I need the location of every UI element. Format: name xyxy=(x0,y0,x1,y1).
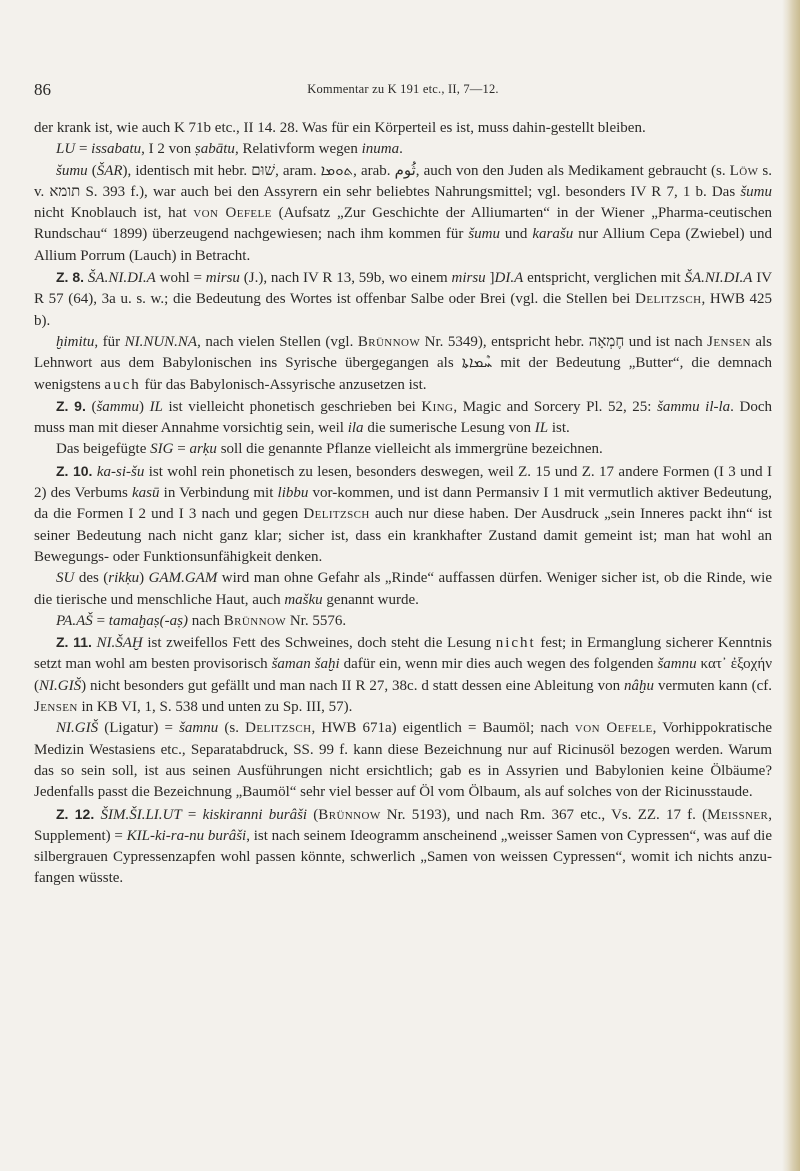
text-run: ila xyxy=(347,420,364,437)
text-run: soll die genannte Pflanze vielleicht als immergrüne bezeichnen. xyxy=(216,441,603,458)
text-run: Delitzsch xyxy=(635,291,702,308)
text-run: nur Allium Cepa (Zwiebel) und Allium Porrum (Lauch) in Betracht. xyxy=(34,226,773,264)
line-reference: Z. 10. xyxy=(56,462,93,479)
text-run: mirsu xyxy=(205,270,240,287)
text-run: ḫimitu xyxy=(56,333,95,350)
text-run: und xyxy=(500,226,533,243)
page-header xyxy=(34,80,772,100)
text-run: Löw xyxy=(729,162,759,179)
text-run: rikḳu xyxy=(108,570,140,587)
text-run: . xyxy=(399,141,403,158)
text-run: die sumerische Lesung von xyxy=(363,420,535,437)
text-run: IV R 57 (64), 3a u. s. w.; die Bedeutung des Wortes ist offenbar Salbe oder Brei (vgl. die Stellen bei xyxy=(34,270,773,308)
text-run: wird man ohne Gefahr als „Rinde“ auffassen dürfen. Weniger sicher ist, ob die Rinde, wie die tierische und menschliche Haut, auch xyxy=(34,570,772,608)
text-run: ), identisch mit hebr. שׁוּם, aram. ܬܘܡܐ, arab. ثُوم, auch von den Juden als Medikament gebraucht (s. xyxy=(122,162,730,179)
text-run: , I 2 von xyxy=(141,141,195,158)
text-run: Delitzsch xyxy=(303,506,370,523)
text-run: ( xyxy=(87,162,97,179)
text-run: (Aufsatz „Zur Geschichte der Alliumarten“ in der Wiener „Pharma-ceutischen Rundschau“ 1899) überzeugend nachgewiesen; nach ihm kommen für xyxy=(34,205,772,243)
text-run: , Magic and Sorcery Pl. 52, 25: xyxy=(453,398,658,415)
text-run: (s. xyxy=(218,720,246,737)
paragraph xyxy=(34,611,772,632)
body-text xyxy=(34,118,772,890)
text-run: ŠAR xyxy=(96,162,123,179)
text-run: als Lehnwort aus dem Babylonischen ins Syrische übergegangen als ܚܶܡܐܬܐ mit der Bedeutung „Butter“, die demnach wenigstens xyxy=(34,333,772,393)
text-run: PA.AŠ xyxy=(56,612,93,629)
text-run: NI.GIŠ xyxy=(39,677,82,694)
text-run: Jensen xyxy=(34,699,78,716)
text-run: nicht xyxy=(495,635,536,652)
text-run: ŠIM.ŠI.LI.UT xyxy=(100,806,182,823)
text-run: (Ligatur) = xyxy=(98,720,180,737)
text-run: DI.A xyxy=(494,270,524,287)
text-run: dafür ein, wenn mir dies auch wegen des folgenden xyxy=(339,656,658,673)
text-run: , für xyxy=(94,333,125,350)
text-run: Das beigefügte xyxy=(56,441,151,458)
text-run: , Vorhippokratische Medizin Westasiens etc., Separatabdruck, SS. 99 f. kann diese Bezeichnung nur auf Ricinusöl bezogen werden. Warum das so sein soll, ist aus seinen Ausführungen nicht ersichtlich; gab es in Assyrien und Babylonien keine Ölbäume? Jedenfalls passt die Bezeichnung „Baumöl“ sehr viel besser auf Öl vom Ölbaum, als auf solches von der Ricinusstaude. xyxy=(34,720,772,801)
text-run: ( xyxy=(307,806,319,823)
text-run: NI.GIŠ xyxy=(56,720,99,737)
text-run: kiskiranni burâši xyxy=(202,806,308,823)
page-number: 86 xyxy=(34,80,51,99)
text-run: NI.ŠAḪ xyxy=(96,635,143,652)
paragraph xyxy=(34,139,772,160)
paragraph xyxy=(34,804,772,890)
text-run: IL xyxy=(534,420,549,437)
text-run: Brünnow xyxy=(223,612,287,629)
text-run: ist wohl rein phonetisch zu lesen, besonders deswegen, weil Z. 15 und Z. 17 andere Formen (I 3 und I 2) des Verbums xyxy=(34,463,772,502)
text-run: ŠA.NI.DI.A xyxy=(684,270,753,287)
text-run: IL xyxy=(149,398,163,415)
text-run: von Oefele xyxy=(193,205,272,222)
page-edge-shading xyxy=(782,0,800,1171)
text-run: . Doch muss man mit dieser Annahme vorsichtig sein, weil xyxy=(34,398,773,437)
text-run: karašu xyxy=(532,226,574,243)
paragraph xyxy=(34,439,772,460)
paragraph xyxy=(34,632,772,718)
text-run: fest; in Ermanglung sicherer Kenntnis setzt man wohl am besten provisorisch xyxy=(34,635,772,673)
text-run: Brünnow xyxy=(318,806,381,823)
text-run: auch nur diese haben. Der Ausdruck „sein Inneres packt ihn“ ist seiner Bedeutung nach nicht ganz klar; sicher ist, dass ein krankhafter Zustand damit gemeint ist; man hat wohl an Bewegungs- oder Funktionsunfähigkeit denken. xyxy=(34,506,772,565)
paragraph xyxy=(34,718,772,803)
text-run: Nr. 5193), und nach Rm. 367 etc., Vs. ZZ. 17 f. ( xyxy=(380,806,708,823)
paragraph xyxy=(34,267,772,332)
text-run: libbu xyxy=(277,485,309,502)
text-run: šammu il-la xyxy=(657,398,731,415)
text-run: šaman šaḫi xyxy=(271,656,340,673)
text-run: , nach vielen Stellen (vgl. xyxy=(197,333,358,350)
line-reference: Z. 8. xyxy=(56,269,85,286)
text-run: , ist nach seinem Ideogramm anscheinend „weisser Samen von Cypressen“, was auf die silbergrauen Cypressenzapfen wohl passen könnte, schwerlich „Samen von weissen Cypressen“, womit ich nichts anzu-fangen wüsste. xyxy=(34,827,772,887)
book-page xyxy=(34,0,772,1171)
text-run: , HWB 425 b). xyxy=(34,291,772,329)
text-run: ist vielleicht phonetisch geschrieben bei xyxy=(162,398,422,415)
text-run: der krank ist, wie auch K 71b etc., II 14. 28. Was für ein Körperteil es ist, muss dahin-gestellt bleiben. xyxy=(34,120,646,136)
text-run: SU xyxy=(56,570,75,587)
text-run: Meissner xyxy=(707,806,769,823)
text-run: ) xyxy=(138,398,150,415)
text-run: Brünnow xyxy=(357,333,421,350)
text-run: GAM.GAM xyxy=(148,570,218,587)
text-run: , HWB 671a) eigentlich = Baumöl; nach xyxy=(311,720,575,737)
text-run: ŠA.NI.DI.A xyxy=(87,270,156,287)
paragraph xyxy=(34,332,772,396)
text-run: vor-kommen, und ist dann Permansiv I 1 mit vermutlich aktiver Bedeutung, da die Formen I 2 und I 3 nach und gegen xyxy=(34,485,773,523)
text-run: = xyxy=(181,806,203,823)
text-run: šumu xyxy=(56,162,88,179)
text-run: Nr. 5349), entspricht hebr. חֶמְאָה und ist nach xyxy=(420,333,708,350)
paragraph xyxy=(34,396,772,440)
text-run: ( xyxy=(85,398,97,415)
text-run: King xyxy=(421,398,454,415)
text-run: = xyxy=(92,612,109,629)
running-head: Kommentar zu K 191 etc., II, 7—12. xyxy=(307,82,499,96)
text-run: tamaḫaṣ(-aṣ) xyxy=(108,612,188,629)
text-run: arḳu xyxy=(189,441,217,458)
text-run: šumu xyxy=(740,183,772,200)
paragraph xyxy=(34,161,772,267)
text-run: vermuten kann (cf. xyxy=(654,677,772,694)
text-run: kasū xyxy=(132,485,160,502)
text-run: auch xyxy=(104,376,141,393)
text-run: wohl = xyxy=(155,270,206,287)
text-run: LU xyxy=(56,141,76,158)
line-reference: Z. 11. xyxy=(56,634,92,651)
text-run: von Oefele xyxy=(574,720,653,737)
text-run: für das Babylonisch-Assyrische anzusetzen ist. xyxy=(140,376,427,393)
text-run: ṣabātu xyxy=(194,141,235,158)
text-run: šamnu xyxy=(179,720,219,737)
text-run: ist. xyxy=(548,420,570,437)
text-run: šammu xyxy=(96,398,139,415)
text-run: = xyxy=(75,141,92,158)
text-run: issabatu xyxy=(91,141,142,158)
text-run: = xyxy=(173,441,190,458)
line-reference: Z. 12. xyxy=(56,805,95,822)
text-run: nâḫu xyxy=(624,677,655,694)
text-run: ) nicht besonders gut gefällt und man nach II R 27, 38c. d statt dessen eine Ableitung von xyxy=(81,677,625,694)
text-run: s. v. תומא S. 393 f.), war auch bei den Assyrern ein sehr beliebtes Nahrungsmittel; vgl. besonders IV R 7, 1 b. Das xyxy=(34,162,772,200)
text-run: Jensen xyxy=(707,333,751,350)
text-run: inuma xyxy=(361,141,400,158)
text-run: mirsu xyxy=(451,270,486,287)
paragraph xyxy=(34,118,772,139)
text-run: ist zweifellos Fett des Schweines, doch steht die Lesung xyxy=(142,635,496,652)
text-run: nicht Knoblauch ist, hat xyxy=(34,205,194,222)
text-run: šamnu xyxy=(657,656,697,673)
text-run: šumu xyxy=(468,226,500,243)
text-run: Nr. 5576. xyxy=(286,612,347,629)
text-run: SIG xyxy=(150,441,174,458)
text-run: ) xyxy=(139,570,149,587)
text-run: KIL-ki-ra-nu burâši xyxy=(126,827,247,844)
text-run: ka-si-šu xyxy=(96,463,145,480)
text-run: des ( xyxy=(74,570,109,587)
text-run: mašku xyxy=(284,591,323,608)
text-run: , Supplement) = xyxy=(34,806,773,844)
paragraph xyxy=(34,461,772,568)
text-run: NI.NUN.NA xyxy=(124,333,198,350)
text-run: nach xyxy=(187,612,224,629)
line-reference: Z. 9. xyxy=(56,397,86,414)
paragraph xyxy=(34,568,772,611)
text-run: in Verbindung mit xyxy=(159,485,278,502)
text-run: κατ᾽ ἐξοχήν ( xyxy=(34,656,772,694)
text-run: , Relativform wegen xyxy=(234,141,362,158)
text-run: in KB VI, 1, S. 538 und unten zu Sp. III, 57). xyxy=(77,699,353,716)
text-run: ] xyxy=(485,270,495,287)
text-run: genannt wurde. xyxy=(322,591,419,608)
text-run: entspricht, verglichen mit xyxy=(523,270,685,287)
text-run: Delitzsch xyxy=(245,720,312,737)
text-run: (J.), nach IV R 13, 59b, wo einem xyxy=(239,270,452,287)
